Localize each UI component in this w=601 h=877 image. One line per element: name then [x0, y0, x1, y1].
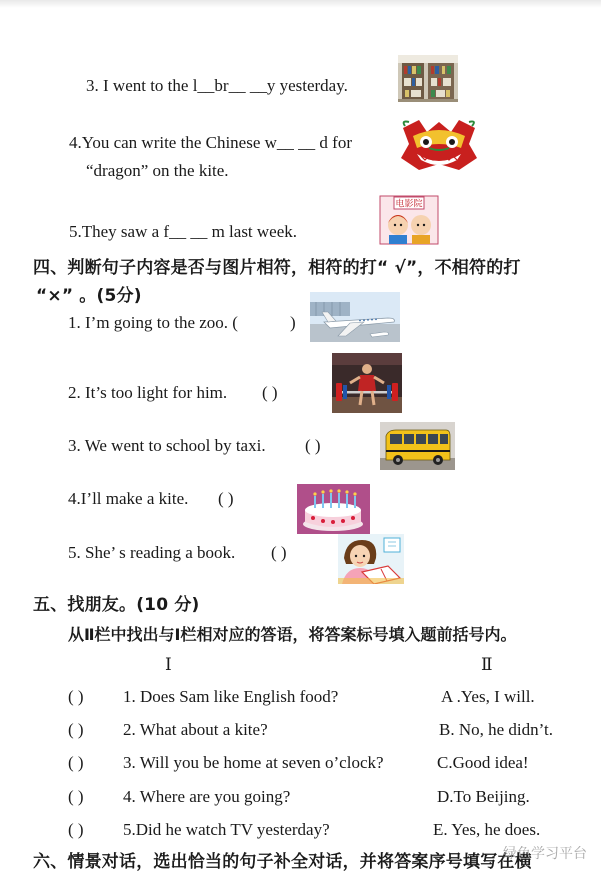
part4-heading-line1: 四、判断句子内容是否与图片相符，相符的打“ √”，不相符的打: [33, 258, 521, 278]
p4-item4-text: 4.I’ll make a kite.: [68, 489, 189, 508]
p5-row1-paren: ( ): [68, 687, 84, 706]
p4-item5-text: 5. She’ s reading a book.: [68, 543, 236, 562]
part4-heading-line2: “×” 。(5分): [36, 286, 142, 306]
p5-row5-paren: ( ): [68, 820, 84, 839]
p5-row5-question: 5.Did he watch TV yesterday?: [123, 820, 330, 839]
girl-reading-book-image: [338, 534, 404, 584]
page-top-edge: [0, 0, 601, 8]
p4-item4-paren: ( ): [218, 489, 234, 508]
library-bookshelf-image: [398, 55, 458, 102]
p5-row2-question: 2. What about a kite?: [123, 720, 268, 739]
p4-item3-text: 3. We went to school by taxi.: [68, 436, 266, 455]
p5-row3-paren: ( ): [68, 753, 84, 772]
airport-plane-image: [310, 292, 400, 342]
column-1-label: Ⅰ: [165, 655, 172, 674]
p5-row3-question: 3. Will you be home at seven o’clock?: [123, 753, 384, 772]
p4-item2-paren: ( ): [262, 383, 278, 402]
p4-item1-text: 1. I’m going to the zoo. (: [68, 313, 238, 332]
birthday-cake-image: [297, 484, 370, 534]
school-bus-image: [380, 422, 455, 470]
p5-row4-question: 4. Where are you going?: [123, 787, 291, 806]
q3-library: 3. I went to the l__br__ __y yesterday.: [86, 76, 348, 95]
p5-row1-answer: A .Yes, I will.: [441, 687, 535, 706]
cinema-sign-text: 电影院: [395, 199, 423, 210]
p4-item5-paren: ( ): [271, 543, 287, 562]
p4-item3-paren: ( ): [305, 436, 321, 455]
dragon-kite-image: [399, 118, 478, 172]
weightlifter-image: [332, 353, 402, 413]
p4-item1-paren: ): [290, 313, 296, 332]
part5-instruction: 从Ⅱ栏中找出与Ⅰ栏相对应的答语，将答案标号填入题前括号内。: [68, 625, 517, 644]
p5-row2-answer: B. No, he didn’t.: [439, 720, 553, 739]
part6-heading: 六、情景对话，选出恰当的句子补全对话，并将答案序号填写在横: [33, 852, 532, 872]
p4-item2-text: 2. It’s too light for him.: [68, 383, 228, 402]
part5-heading: 五、找朋友。(10 分): [33, 595, 200, 615]
p5-row1-question: 1. Does Sam like English food?: [123, 687, 339, 706]
platform-watermark: 绿色学习平台: [503, 846, 587, 862]
p5-row2-paren: ( ): [68, 720, 84, 739]
q5-film: 5.They saw a f__ __ m last week.: [69, 222, 298, 241]
q4-chinese-word-line1: 4.You can write the Chinese w__ __ d for: [69, 133, 352, 152]
p5-row4-paren: ( ): [68, 787, 84, 806]
cinema-couple-image: [376, 193, 442, 246]
p5-row4-answer: D.To Beijing.: [437, 787, 530, 806]
q4-chinese-word-line2: “dragon” on the kite.: [86, 161, 229, 180]
column-2-label: Ⅱ: [481, 655, 493, 674]
p5-row3-answer: C.Good idea!: [437, 753, 529, 772]
p5-row5-answer: E. Yes, he does.: [433, 820, 541, 839]
